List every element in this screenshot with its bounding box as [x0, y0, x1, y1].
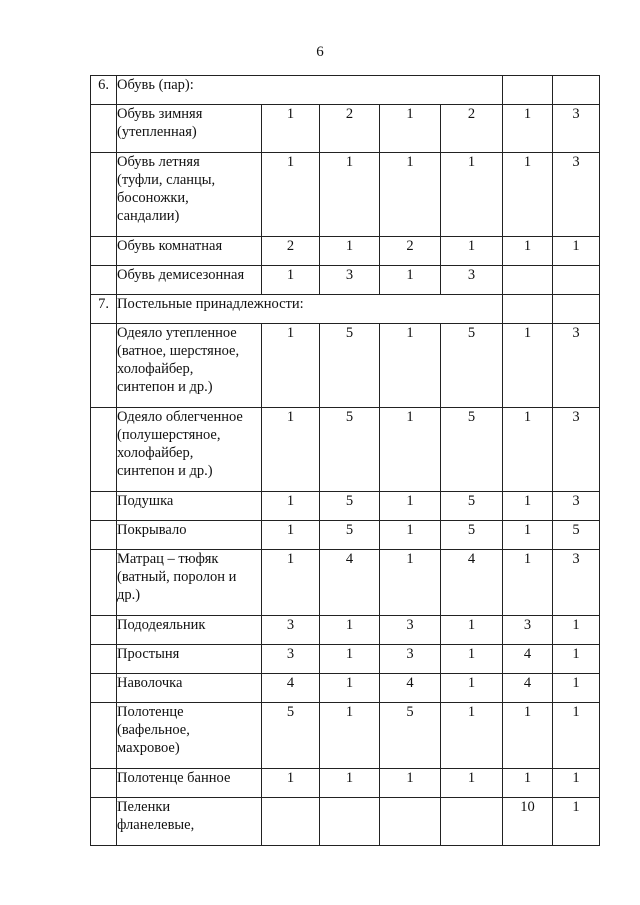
- quantity-cell: 1: [553, 769, 600, 798]
- quantity-cell: 1: [262, 492, 320, 521]
- table-row: [91, 408, 600, 492]
- quantity-cell: 4: [262, 674, 320, 703]
- item-name-line: холофайбер,: [117, 445, 194, 461]
- quantity-cell: 1: [503, 550, 553, 616]
- quantity-cell: 1: [380, 550, 441, 616]
- quantity-cell: 1: [503, 769, 553, 798]
- item-name-line: (утепленная): [117, 124, 197, 140]
- item-name-line: синтепон и др.): [117, 463, 213, 479]
- quantity-cell: 3: [380, 616, 441, 645]
- item-name: [117, 153, 262, 237]
- quantity-cell: 1: [503, 521, 553, 550]
- quantity-cell: 1: [320, 769, 380, 798]
- quantity-cell: 2: [320, 105, 380, 153]
- quantity-cell: 2: [262, 237, 320, 266]
- quantity-cell: 1: [503, 153, 553, 237]
- quantity-cell: 1: [262, 550, 320, 616]
- row-number-cell: [91, 798, 117, 846]
- quantity-cell: 10: [503, 798, 553, 846]
- quantity-cell: 1: [553, 616, 600, 645]
- section-header-row: [91, 295, 600, 324]
- item-name: [117, 492, 262, 521]
- table-row: [91, 492, 600, 521]
- table-row: [91, 703, 600, 769]
- quantity-cell: 5: [441, 492, 503, 521]
- quantity-cell: 4: [503, 645, 553, 674]
- row-number-cell: [91, 105, 117, 153]
- item-name-line: махровое): [117, 740, 180, 756]
- item-name-line: Одеяло утепленное: [117, 325, 237, 341]
- row-number-cell: [91, 550, 117, 616]
- quantity-cell: 1: [503, 408, 553, 492]
- item-name-line: Матрац – тюфяк: [117, 551, 219, 567]
- table-row: [91, 521, 600, 550]
- item-name-line: Простыня: [117, 646, 180, 662]
- quantity-cell: 3: [441, 266, 503, 295]
- quantity-cell: 3: [262, 616, 320, 645]
- item-name: [117, 645, 262, 674]
- quantity-cell: 1: [441, 645, 503, 674]
- quantity-cell: 5: [441, 521, 503, 550]
- quantity-cell: 1: [320, 674, 380, 703]
- items-table: [90, 75, 600, 846]
- item-name-line: Покрывало: [117, 522, 187, 538]
- item-name: [117, 769, 262, 798]
- quantity-cell: 1: [262, 266, 320, 295]
- quantity-cell: 1: [553, 645, 600, 674]
- item-name-line: Обувь демисезонная: [117, 267, 245, 283]
- row-number-cell: [91, 324, 117, 408]
- quantity-cell: 5: [320, 521, 380, 550]
- section-number: 7.: [91, 295, 117, 324]
- quantity-cell: 1: [503, 703, 553, 769]
- quantity-cell: 5: [320, 492, 380, 521]
- item-name-line: Обувь зимняя: [117, 106, 203, 122]
- table-row: [91, 266, 600, 295]
- item-name-line: (ватный, поролон и: [117, 569, 237, 585]
- table-row: [91, 616, 600, 645]
- item-name-line: Полотенце банное: [117, 770, 231, 786]
- quantity-cell: 1: [503, 237, 553, 266]
- table-row: [91, 798, 600, 846]
- quantity-cell: 1: [320, 616, 380, 645]
- empty-cell: [553, 295, 600, 324]
- item-name: [117, 616, 262, 645]
- quantity-cell: 5: [441, 408, 503, 492]
- row-number-cell: [91, 674, 117, 703]
- quantity-cell: 2: [441, 105, 503, 153]
- quantity-cell: 1: [320, 645, 380, 674]
- quantity-cell: 1: [553, 703, 600, 769]
- quantity-cell: [380, 798, 441, 846]
- quantity-cell: 1: [262, 153, 320, 237]
- quantity-cell: 1: [380, 408, 441, 492]
- item-name-line: (полушерстяное,: [117, 427, 221, 443]
- quantity-cell: 1: [262, 408, 320, 492]
- quantity-cell: 1: [262, 521, 320, 550]
- row-number-cell: [91, 408, 117, 492]
- quantity-cell: 5: [262, 703, 320, 769]
- quantity-cell: 4: [441, 550, 503, 616]
- item-name-line: (вафельное,: [117, 722, 190, 738]
- quantity-cell: 3: [553, 105, 600, 153]
- quantity-cell: 3: [553, 408, 600, 492]
- row-number-cell: [91, 266, 117, 295]
- item-name-line: др.): [117, 587, 141, 603]
- item-name: [117, 550, 262, 616]
- section-number: 6.: [91, 76, 117, 105]
- quantity-cell: 1: [320, 153, 380, 237]
- empty-cell: [553, 76, 600, 105]
- section-header-row: [91, 76, 600, 105]
- quantity-cell: [441, 798, 503, 846]
- quantity-cell: 1: [262, 105, 320, 153]
- quantity-cell: 1: [441, 237, 503, 266]
- table-row: [91, 153, 600, 237]
- quantity-cell: 1: [553, 798, 600, 846]
- item-name: [117, 237, 262, 266]
- quantity-cell: 1: [380, 266, 441, 295]
- quantity-cell: 1: [262, 324, 320, 408]
- quantity-cell: 4: [380, 674, 441, 703]
- quantity-cell: 1: [262, 769, 320, 798]
- row-number-cell: [91, 769, 117, 798]
- quantity-cell: 1: [380, 105, 441, 153]
- quantity-cell: 2: [380, 237, 441, 266]
- item-name: [117, 324, 262, 408]
- item-name-line: Полотенце: [117, 704, 184, 720]
- row-number-cell: [91, 616, 117, 645]
- item-name: [117, 521, 262, 550]
- item-name-line: синтепон и др.): [117, 379, 213, 395]
- quantity-cell: 1: [553, 237, 600, 266]
- item-name-line: (ватное, шерстяное,: [117, 343, 240, 359]
- quantity-cell: 1: [441, 703, 503, 769]
- quantity-cell: 4: [320, 550, 380, 616]
- item-name-line: фланелевые,: [117, 817, 195, 833]
- item-name-line: Обувь комнатная: [117, 238, 223, 254]
- quantity-cell: 1: [553, 674, 600, 703]
- quantity-cell: [262, 798, 320, 846]
- item-name: [117, 105, 262, 153]
- empty-cell: [503, 295, 553, 324]
- table-row: [91, 105, 600, 153]
- quantity-cell: 1: [380, 492, 441, 521]
- section-title: Постельные принадлежности:: [117, 295, 503, 324]
- item-name-line: Обувь летняя: [117, 154, 200, 170]
- table-row: [91, 769, 600, 798]
- quantity-cell: 1: [441, 769, 503, 798]
- quantity-cell: 5: [380, 703, 441, 769]
- quantity-cell: 1: [441, 153, 503, 237]
- row-number-cell: [91, 237, 117, 266]
- item-name-line: сандалии): [117, 208, 180, 224]
- quantity-cell: 3: [380, 645, 441, 674]
- quantity-cell: 1: [320, 703, 380, 769]
- row-number-cell: [91, 521, 117, 550]
- quantity-cell: 1: [441, 674, 503, 703]
- quantity-cell: [320, 798, 380, 846]
- page-number: 6: [316, 44, 324, 60]
- item-name-line: холофайбер,: [117, 361, 194, 377]
- item-name-line: Пеленки: [117, 799, 171, 815]
- quantity-cell: 3: [320, 266, 380, 295]
- item-name: [117, 703, 262, 769]
- quantity-cell: 5: [553, 521, 600, 550]
- section-title: Обувь (пар):: [117, 76, 503, 105]
- quantity-cell: 4: [503, 674, 553, 703]
- quantity-cell: 1: [503, 105, 553, 153]
- quantity-cell: 3: [553, 550, 600, 616]
- quantity-cell: 5: [441, 324, 503, 408]
- item-name-line: Пододеяльник: [117, 617, 206, 633]
- quantity-cell: 5: [320, 408, 380, 492]
- quantity-cell: 3: [553, 492, 600, 521]
- quantity-cell: 1: [380, 769, 441, 798]
- row-number-cell: [91, 703, 117, 769]
- quantity-cell: [503, 266, 553, 295]
- table-row: [91, 645, 600, 674]
- item-name-line: Подушка: [117, 493, 174, 509]
- quantity-cell: 1: [380, 324, 441, 408]
- quantity-cell: 5: [320, 324, 380, 408]
- empty-cell: [503, 76, 553, 105]
- row-number-cell: [91, 492, 117, 521]
- row-number-cell: [91, 153, 117, 237]
- table-row: [91, 324, 600, 408]
- item-name-line: Одеяло облегченное: [117, 409, 243, 425]
- item-name-line: Наволочка: [117, 675, 183, 691]
- quantity-cell: 3: [553, 153, 600, 237]
- item-name-line: босоножки,: [117, 190, 189, 206]
- quantity-cell: [553, 266, 600, 295]
- item-name: [117, 266, 262, 295]
- quantity-cell: 1: [503, 324, 553, 408]
- quantity-cell: 1: [503, 492, 553, 521]
- item-name: [117, 674, 262, 703]
- quantity-cell: 3: [262, 645, 320, 674]
- table-row: [91, 237, 600, 266]
- table-row: [91, 674, 600, 703]
- quantity-cell: 1: [380, 521, 441, 550]
- quantity-cell: 1: [441, 616, 503, 645]
- quantity-cell: 1: [380, 153, 441, 237]
- item-name: [117, 798, 262, 846]
- quantity-cell: 3: [553, 324, 600, 408]
- quantity-cell: 1: [320, 237, 380, 266]
- item-name-line: (туфли, сланцы,: [117, 172, 216, 188]
- quantity-cell: 3: [503, 616, 553, 645]
- item-name: [117, 408, 262, 492]
- row-number-cell: [91, 645, 117, 674]
- table-row: [91, 550, 600, 616]
